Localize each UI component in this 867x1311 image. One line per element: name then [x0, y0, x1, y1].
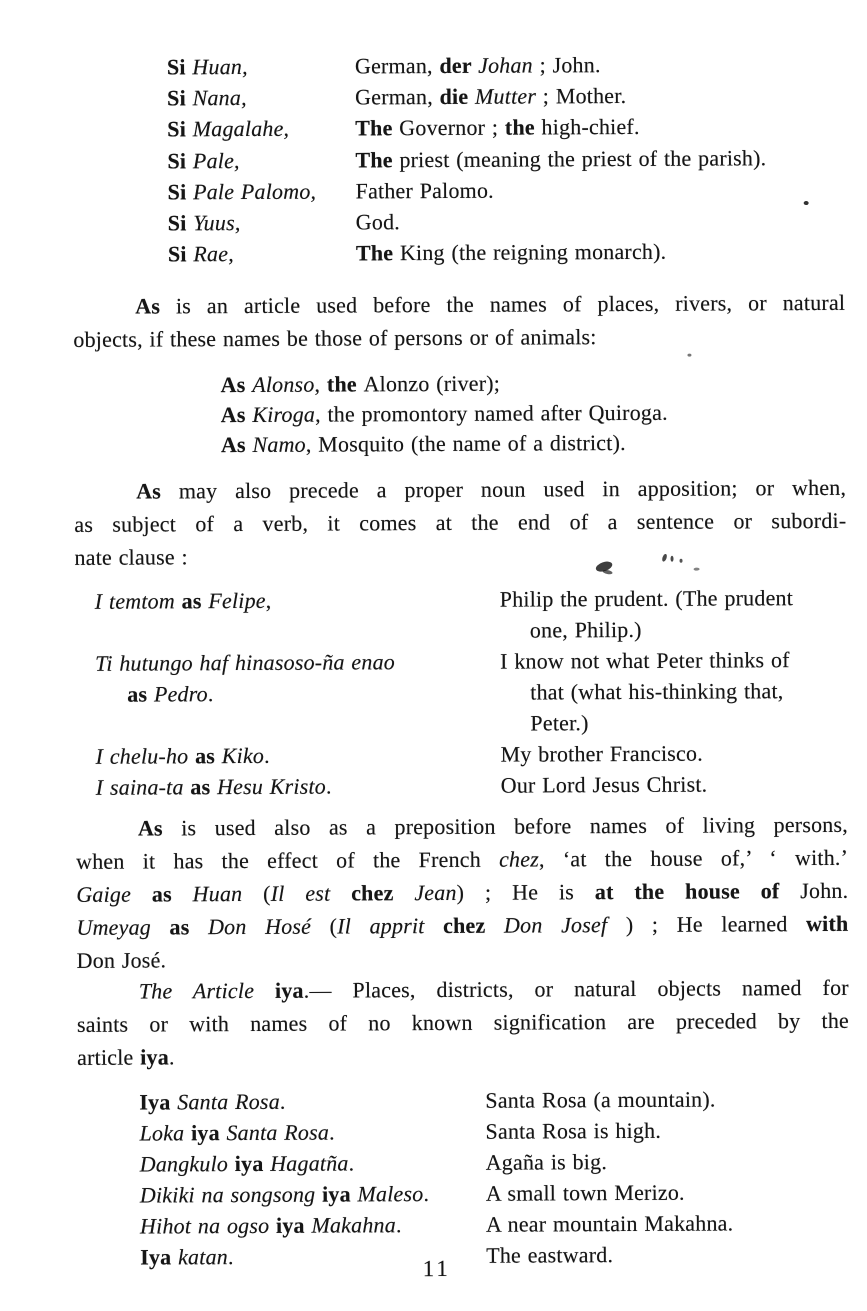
text-run: iya [274, 977, 304, 1003]
text-run: Governor ; [399, 114, 505, 141]
scan-artifact [804, 201, 809, 205]
si-list-row [168, 204, 858, 239]
text-run: Don José. [76, 947, 167, 973]
text-run: Alonzo (river); [363, 370, 501, 397]
text-run: I temtom [94, 588, 182, 614]
si-definition-list [167, 48, 858, 270]
text-run: As [220, 431, 253, 458]
text-run: Hesu Kristo [216, 773, 327, 800]
chamorro-term [140, 1147, 486, 1180]
text-run: Si [167, 116, 193, 142]
paragraph-line [76, 874, 848, 911]
text-run: may also precede a proper noun used in apposition; or when, [160, 474, 847, 504]
text-run: Huan [192, 881, 243, 907]
text-run: John. [779, 877, 849, 904]
text-run: German, [354, 52, 440, 79]
text-run: Dangkulo [139, 1151, 235, 1177]
scan-artifact [694, 568, 700, 571]
paragraph-line [76, 841, 848, 878]
iya-list-row [140, 1145, 840, 1180]
english-text: Santa Rosa (a mountain). [485, 1086, 716, 1113]
paragraph-line [74, 537, 846, 574]
text-run: Kiroga [252, 401, 316, 427]
english-line: Our Lord Jesus Christ. [500, 771, 708, 798]
chamorro-line [95, 646, 500, 679]
chamorro-cell [95, 646, 500, 741]
iya-list-row [140, 1176, 840, 1211]
text-run: , the promontory named after Quiroga. [314, 399, 668, 427]
text-run: German, [355, 84, 440, 110]
text-run: Iya [140, 1244, 179, 1270]
text-run: Namo [252, 431, 306, 457]
definition-text [355, 142, 766, 175]
text-run: , Mosquito (the name of a district). [305, 429, 626, 457]
paragraph-line [73, 286, 845, 323]
paragraph-line [74, 471, 846, 508]
text-run: I saina-ta [95, 774, 191, 800]
text-run: Si [167, 241, 194, 267]
text-run: ; John. [532, 52, 601, 78]
chamorro-term [167, 144, 355, 176]
text-run: Si [167, 85, 193, 111]
chamorro-term [140, 1209, 486, 1242]
english-text: Santa Rosa is high. [485, 1117, 662, 1144]
english-cell [500, 644, 847, 739]
chamorro-term [168, 238, 356, 270]
text-run: Si [167, 210, 194, 236]
chamorro-term [139, 1116, 485, 1149]
text-run: chez [498, 846, 540, 872]
table-row [95, 737, 847, 772]
text-run: ; Mother. [536, 83, 627, 109]
text-run: with [805, 910, 849, 937]
text-run: Santa Rosa [177, 1088, 280, 1115]
text-run: ( [242, 880, 271, 907]
text-run: the [326, 371, 364, 397]
chamorro-line [95, 739, 500, 772]
text-run: The [355, 146, 400, 172]
text-run: Si [166, 54, 193, 80]
text-run: the [504, 114, 542, 140]
as-examples-block [221, 368, 668, 460]
text-run: Alonso [252, 371, 315, 397]
chamorro-line [95, 584, 500, 617]
text-run: chez [351, 880, 415, 906]
paragraph-line [74, 504, 846, 541]
text-run: Santa Rosa [226, 1119, 330, 1146]
text-run: Pale Palomo, [192, 178, 317, 204]
text-run: . [168, 1044, 175, 1070]
text-run: . [423, 1181, 430, 1207]
text-run: Pale, [192, 147, 240, 173]
text-run: . [329, 1119, 335, 1145]
page-number: 11 [422, 1255, 451, 1282]
text-run: Mutter [474, 83, 537, 109]
text-run: The [355, 115, 400, 141]
text-run: der [439, 52, 479, 78]
chamorro-term [139, 1085, 485, 1118]
text-run: iya [190, 1120, 227, 1146]
chamorro-term [167, 113, 355, 145]
definition-text [356, 236, 667, 269]
english-cell [500, 582, 847, 646]
text-run: . [279, 1088, 286, 1114]
iya-list-row [140, 1207, 840, 1242]
text-run: article [77, 1044, 141, 1070]
table-row [95, 644, 847, 741]
text-run: Pedro [153, 681, 208, 707]
chamorro-line [96, 770, 501, 803]
english-cell [500, 737, 847, 770]
example-line [221, 398, 668, 430]
text-run: iya [140, 1044, 169, 1070]
text-run: .— Places, districts, or natural objects named for [303, 974, 849, 1003]
example-line [221, 368, 668, 400]
text-run: Il est [270, 880, 352, 906]
text-run: Dikiki na songsong [139, 1181, 323, 1208]
definition-text [355, 80, 626, 113]
text-run: , [314, 371, 327, 397]
text-run: As [137, 815, 163, 841]
text-run: Gaige [76, 881, 152, 907]
si-list-row [168, 235, 858, 270]
definition-text [355, 49, 601, 81]
text-run: as [194, 743, 222, 769]
text-run: Iya [139, 1089, 178, 1115]
text-run: iya [234, 1150, 271, 1177]
paragraph-line [76, 907, 848, 944]
paragraph-line [77, 971, 849, 1008]
si-list-row [168, 173, 858, 208]
text-run: as [190, 774, 218, 800]
text-run: Magalahe, [192, 116, 290, 142]
paragraph-line [77, 1004, 849, 1041]
text-run: as [127, 681, 154, 707]
english-text: A small town Merizo. [485, 1179, 685, 1206]
text-run: ( [311, 913, 338, 939]
english-cell [501, 768, 848, 801]
chamorro-term [167, 50, 355, 82]
paragraph-apposition [74, 471, 847, 574]
text-run: objects, if these names be those of persons or of animals: [73, 324, 597, 352]
text-run: is used also as a preposition before names of living persons, [162, 811, 848, 841]
text-run: Maleso [357, 1181, 424, 1207]
text-run: as subject of a verb, it comes at the end of a sentence or subordi- [74, 507, 847, 537]
text-run: nate clause : [74, 544, 188, 570]
text-run: chez [443, 912, 505, 938]
text-run: Umeyag [76, 914, 170, 940]
paragraph-as-article [73, 286, 845, 356]
text-run: As [220, 371, 253, 398]
text-run: ) ; He is [456, 879, 595, 905]
text-run: Huan, [192, 53, 248, 80]
table-row [95, 582, 847, 648]
chamorro-cell [96, 770, 501, 803]
text-run: Jean [414, 879, 457, 906]
chamorro-term [140, 1178, 486, 1211]
text-run: at the house of [594, 878, 780, 905]
text-run: iya [275, 1212, 312, 1238]
text-run: Ti hutungo haf hinasoso-ña enao [94, 649, 396, 676]
text-run: ) ; He learned [607, 911, 807, 938]
text-run: Rae, [193, 241, 234, 267]
english-line: one, Philip.) [529, 616, 642, 643]
text-run: . [395, 1212, 402, 1238]
paragraph-line [73, 319, 845, 356]
chamorro-line [127, 677, 500, 710]
text-run: high-chief. [541, 114, 640, 140]
text-run: . [207, 681, 214, 707]
scan-artifact [671, 556, 674, 562]
text-run: As [220, 401, 253, 428]
text-run: God. [355, 209, 401, 235]
text-run: Kiko [221, 742, 265, 769]
text-run: iya [321, 1181, 358, 1207]
chamorro-term [168, 206, 356, 238]
english-text: Agaña is big. [485, 1149, 608, 1175]
text-run: Don Josef [503, 912, 608, 938]
example-line [221, 428, 668, 460]
english-line: I know not what Peter thinks of [499, 647, 790, 674]
chamorro-term [168, 175, 356, 207]
text-run: King (the reigning monarch). [399, 238, 667, 266]
iya-list-row [139, 1114, 839, 1149]
text-run: Hagatña [270, 1150, 349, 1176]
text-run: . [348, 1150, 355, 1176]
english-line: Philip the prudent. (The prudent [499, 585, 794, 612]
text-run: . [264, 742, 270, 768]
text-run: Hihot na ogso [139, 1212, 277, 1239]
text-run: , [265, 587, 272, 613]
text-run: As [135, 293, 161, 319]
iya-list-row [139, 1083, 839, 1118]
table-row [96, 768, 848, 803]
english-line: that (what his-thinking that, [530, 678, 784, 705]
text-run: priest (meaning the priest of the parish). [399, 144, 767, 172]
text-run: Yuus, [193, 209, 241, 236]
paragraph-preposition [76, 808, 849, 977]
text-run: Loka [139, 1120, 192, 1146]
text-run: Father Palomo. [355, 177, 494, 204]
chamorro-cell [95, 584, 500, 648]
text-run: Johan [478, 52, 533, 78]
text-run: As [136, 478, 162, 504]
text-run: Nana, [192, 85, 247, 111]
text-run: saints or with names of no known signification are preceded by the [76, 1007, 850, 1037]
paragraph-article-iya [77, 971, 850, 1074]
text-run: Felipe [208, 587, 266, 614]
text-run: Il apprit [337, 912, 444, 939]
text-run: . [227, 1244, 234, 1270]
text-run: . [325, 773, 332, 799]
chamorro-term [167, 82, 355, 114]
si-list-row [167, 48, 857, 83]
paragraph-line [76, 808, 848, 845]
text-run: The Article [138, 977, 276, 1004]
text-run: is an article used before the names of places, rivers, or natural [159, 289, 846, 319]
text-run: when it has the effect of the French [76, 846, 500, 874]
text-run: as [181, 588, 209, 614]
chamorro-cell [95, 739, 500, 772]
english-line: Peter.) [530, 710, 589, 736]
text-run: as [169, 914, 209, 940]
english-text: The eastward. [486, 1242, 614, 1268]
text-run: as [151, 881, 193, 907]
si-list-row [167, 79, 857, 114]
english-line: My brother Francisco. [500, 740, 703, 767]
as-example-table [95, 582, 848, 803]
scan-artifact [687, 354, 691, 357]
paragraph-line [77, 1037, 849, 1074]
text-run: , ‘at the house of,’ ‘ with.’ [538, 844, 849, 872]
definition-text [356, 174, 494, 206]
text-run: The [355, 240, 400, 266]
definition-text [355, 111, 640, 144]
text-run: Si [167, 179, 194, 205]
definition-text [356, 206, 400, 237]
text-run: Don Hosé [207, 913, 312, 940]
english-text: A near mountain Makahna. [485, 1210, 734, 1237]
iya-example-list [139, 1083, 840, 1273]
si-list-row [167, 110, 857, 145]
text-run: Makahna [311, 1212, 396, 1238]
si-list-row [167, 141, 857, 176]
text-run: Si [167, 147, 193, 173]
scan-artifact [680, 559, 683, 563]
text-run: I chelu-ho [95, 743, 196, 769]
text-run: katan [177, 1244, 229, 1270]
text-run: die [439, 83, 476, 110]
